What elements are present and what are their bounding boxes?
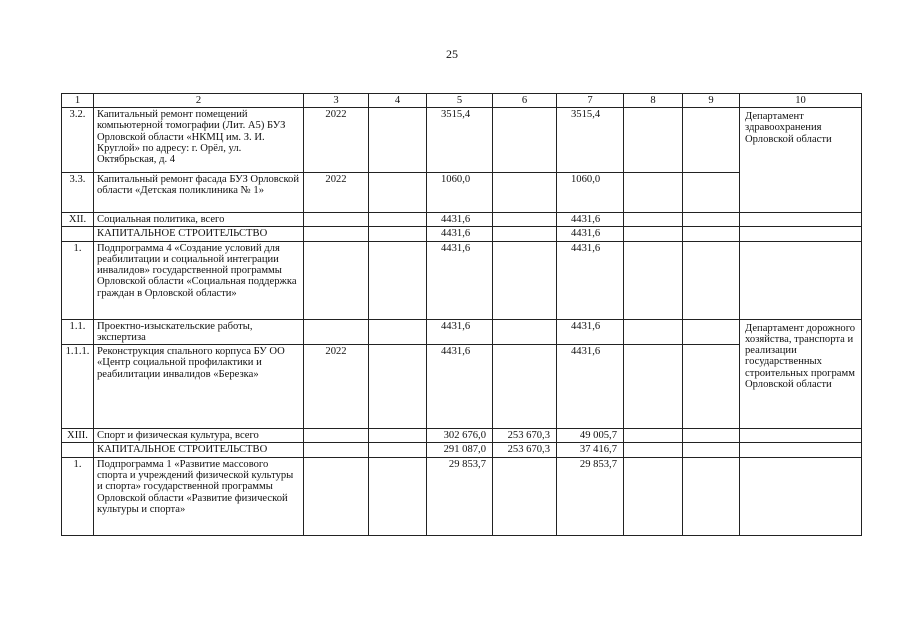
row-year: 2022 <box>304 108 369 173</box>
row-col4 <box>369 241 427 319</box>
row-name: Подпрограмма 4 «Создание условий для реабилитации и социальной интеграции инвалидов» государственной программы Орловской области «Социальная поддержка граждан в Орловской области» <box>94 241 304 319</box>
row-department <box>740 213 862 227</box>
row-year <box>304 241 369 319</box>
row-col4 <box>369 457 427 535</box>
header-cell: 2 <box>94 94 304 108</box>
row-year <box>304 319 369 345</box>
row-col7: 4431,6 <box>557 241 624 319</box>
header-cell: 10 <box>740 94 862 108</box>
row-name: КАПИТАЛЬНОЕ СТРОИТЕЛЬСТВО <box>94 443 304 457</box>
row-col8 <box>624 429 683 443</box>
row-col7: 3515,4 <box>557 108 624 173</box>
row-number <box>62 443 94 457</box>
row-name: Реконструкция спального корпуса БУ ОО «Центр социальной профилактики и реабилитации инвалидов «Березка» <box>94 345 304 429</box>
header-cell: 3 <box>304 94 369 108</box>
row-col4 <box>369 429 427 443</box>
table-row <box>62 108 862 173</box>
row-col5: 3515,4 <box>427 108 493 173</box>
row-number: 1. <box>62 241 94 319</box>
row-col6 <box>493 227 557 241</box>
row-col6 <box>493 108 557 173</box>
row-col5: 4431,6 <box>427 213 493 227</box>
row-col7: 37 416,7 <box>557 443 624 457</box>
row-col6 <box>493 457 557 535</box>
row-col6 <box>493 319 557 345</box>
row-col5: 4431,6 <box>427 345 493 429</box>
table-row <box>62 241 862 319</box>
row-col9 <box>683 345 740 429</box>
row-col5: 29 853,7 <box>427 457 493 535</box>
row-year: 2022 <box>304 173 369 213</box>
row-col6 <box>493 345 557 429</box>
department-text: Департамент дорожного хозяйства, транспорта и реализации государственных строительных программ Орловской области <box>745 322 856 391</box>
row-col5: 4431,6 <box>427 241 493 319</box>
row-year <box>304 429 369 443</box>
row-col6: 253 670,3 <box>493 429 557 443</box>
table-row <box>62 443 862 457</box>
header-cell: 1 <box>62 94 94 108</box>
row-year: 2022 <box>304 345 369 429</box>
row-name: Проектно-изыскательские работы, экспертиза <box>94 319 304 345</box>
row-department <box>740 319 862 429</box>
row-name: Капитальный ремонт фасада БУЗ Орловской области «Детская поликлиника № 1» <box>94 173 304 213</box>
row-col7: 1060,0 <box>557 173 624 213</box>
header-cell: 9 <box>683 94 740 108</box>
row-col6: 253 670,3 <box>493 443 557 457</box>
row-department <box>740 108 862 213</box>
row-col4 <box>369 345 427 429</box>
row-number <box>62 227 94 241</box>
row-col9 <box>683 213 740 227</box>
row-name: Капитальный ремонт помещений компьютерной томографии (Лит. А5) БУЗ Орловской области «НКМЦ им. З. И. Круглой» по адресу: г. Орёл, ул. Октябрьская, д. 4 <box>94 108 304 173</box>
row-col8 <box>624 241 683 319</box>
row-col8 <box>624 457 683 535</box>
row-number: 1. <box>62 457 94 535</box>
row-number: XIII. <box>62 429 94 443</box>
row-col9 <box>683 173 740 213</box>
row-col7: 4431,6 <box>557 345 624 429</box>
row-col4 <box>369 173 427 213</box>
row-number: 1.1. <box>62 319 94 345</box>
row-col8 <box>624 227 683 241</box>
row-col7: 29 853,7 <box>557 457 624 535</box>
row-year <box>304 443 369 457</box>
row-col8 <box>624 213 683 227</box>
row-col7: 4431,6 <box>557 227 624 241</box>
department-text: Департамент здравоохранения Орловской области <box>745 111 832 145</box>
row-col4 <box>369 319 427 345</box>
row-col5: 1060,0 <box>427 173 493 213</box>
row-col7: 49 005,7 <box>557 429 624 443</box>
row-col9 <box>683 319 740 345</box>
row-col4 <box>369 227 427 241</box>
table-row <box>62 457 862 535</box>
row-department <box>740 241 862 319</box>
row-col5: 291 087,0 <box>427 443 493 457</box>
row-department <box>740 227 862 241</box>
row-name: Спорт и физическая культура, всего <box>94 429 304 443</box>
row-col6 <box>493 241 557 319</box>
row-col9 <box>683 429 740 443</box>
row-name: Социальная политика, всего <box>94 213 304 227</box>
row-col5: 302 676,0 <box>427 429 493 443</box>
row-col9 <box>683 108 740 173</box>
row-col7: 4431,6 <box>557 213 624 227</box>
row-col9 <box>683 457 740 535</box>
row-year <box>304 457 369 535</box>
row-name: Подпрограмма 1 «Развитие массового спорта и учреждений физической культуры и спорта» государственной программы Орловской области «Развитие физической культуры и спорта» <box>94 457 304 535</box>
table-row <box>62 319 862 345</box>
header-cell: 7 <box>557 94 624 108</box>
row-col5: 4431,6 <box>427 319 493 345</box>
row-col4 <box>369 108 427 173</box>
row-department <box>740 443 862 457</box>
row-col8 <box>624 108 683 173</box>
row-year <box>304 213 369 227</box>
budget-table <box>61 93 862 536</box>
row-col5: 4431,6 <box>427 227 493 241</box>
row-col8 <box>624 319 683 345</box>
row-number: XII. <box>62 213 94 227</box>
table-row <box>62 227 862 241</box>
row-number: 1.1.1. <box>62 345 94 429</box>
page-number: 25 <box>446 47 458 61</box>
header-cell: 4 <box>369 94 427 108</box>
table-row <box>62 213 862 227</box>
row-col9 <box>683 241 740 319</box>
header-row <box>62 94 862 108</box>
row-col4 <box>369 443 427 457</box>
row-col8 <box>624 173 683 213</box>
table-row <box>62 429 862 443</box>
row-col7: 4431,6 <box>557 319 624 345</box>
row-year <box>304 227 369 241</box>
header-cell: 5 <box>427 94 493 108</box>
row-col6 <box>493 173 557 213</box>
row-col4 <box>369 213 427 227</box>
row-col9 <box>683 227 740 241</box>
row-col9 <box>683 443 740 457</box>
row-department <box>740 429 862 443</box>
row-col8 <box>624 345 683 429</box>
header-cell: 6 <box>493 94 557 108</box>
row-number: 3.2. <box>62 108 94 173</box>
row-name: КАПИТАЛЬНОЕ СТРОИТЕЛЬСТВО <box>94 227 304 241</box>
row-col6 <box>493 213 557 227</box>
row-col8 <box>624 443 683 457</box>
row-number: 3.3. <box>62 173 94 213</box>
row-department <box>740 457 862 535</box>
header-cell: 8 <box>624 94 683 108</box>
